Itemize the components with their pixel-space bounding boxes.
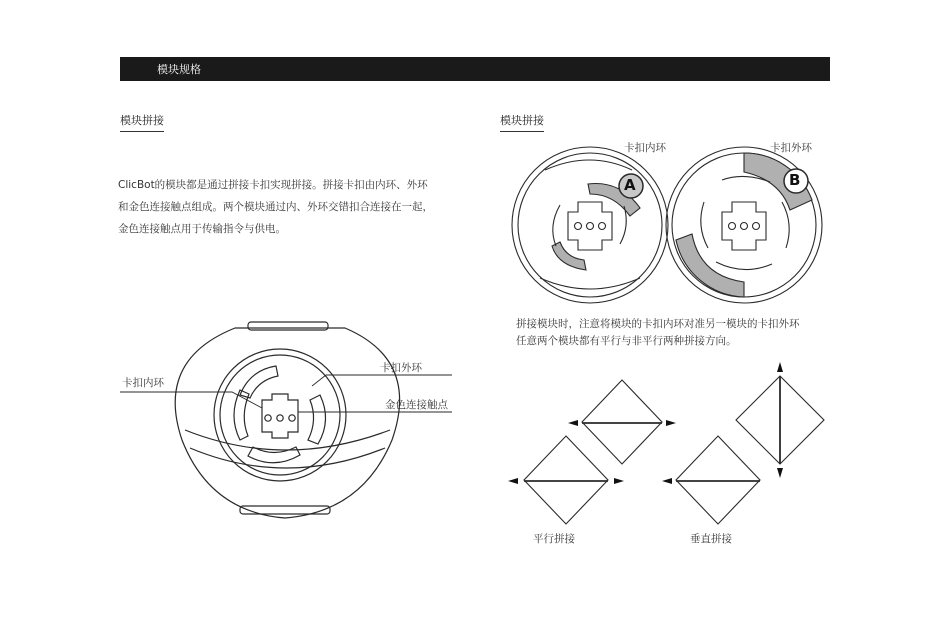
paragraph-line: ClicBot的模块都是通过拼接卡扣实现拼接。拼接卡扣由内环、外环	[118, 179, 428, 191]
caption-vertical: 垂直拼接	[690, 533, 732, 545]
note-line: 拼接模块时，注意将模块的卡扣内环对准另一模块的卡扣外环	[516, 318, 800, 330]
label-outer-ring: 卡扣外环	[770, 142, 812, 154]
header-title: 模块规格	[157, 63, 201, 76]
left-section-title: 模块拼接	[120, 112, 164, 132]
right-section-title: 模块拼接	[500, 112, 544, 132]
paragraph-line: 金色连接触点用于传输指令与供电。	[118, 223, 286, 235]
badge-a-letter: A	[624, 176, 636, 194]
note-line: 任意两个模块都有平行与非平行两种拼接方向。	[516, 335, 737, 347]
callout-gold-contacts: 金色连接触点	[385, 399, 448, 411]
label-inner-ring: 卡扣内环	[624, 142, 666, 154]
callout-inner-ring: 卡扣内环	[122, 377, 164, 389]
callout-outer-ring: 卡扣外环	[380, 362, 422, 374]
badge-b-letter: B	[789, 171, 801, 189]
caption-parallel: 平行拼接	[533, 533, 575, 545]
paragraph-line: 和金色连接触点组成。两个模块通过内、外环交错扣合连接在一起，	[118, 201, 433, 213]
